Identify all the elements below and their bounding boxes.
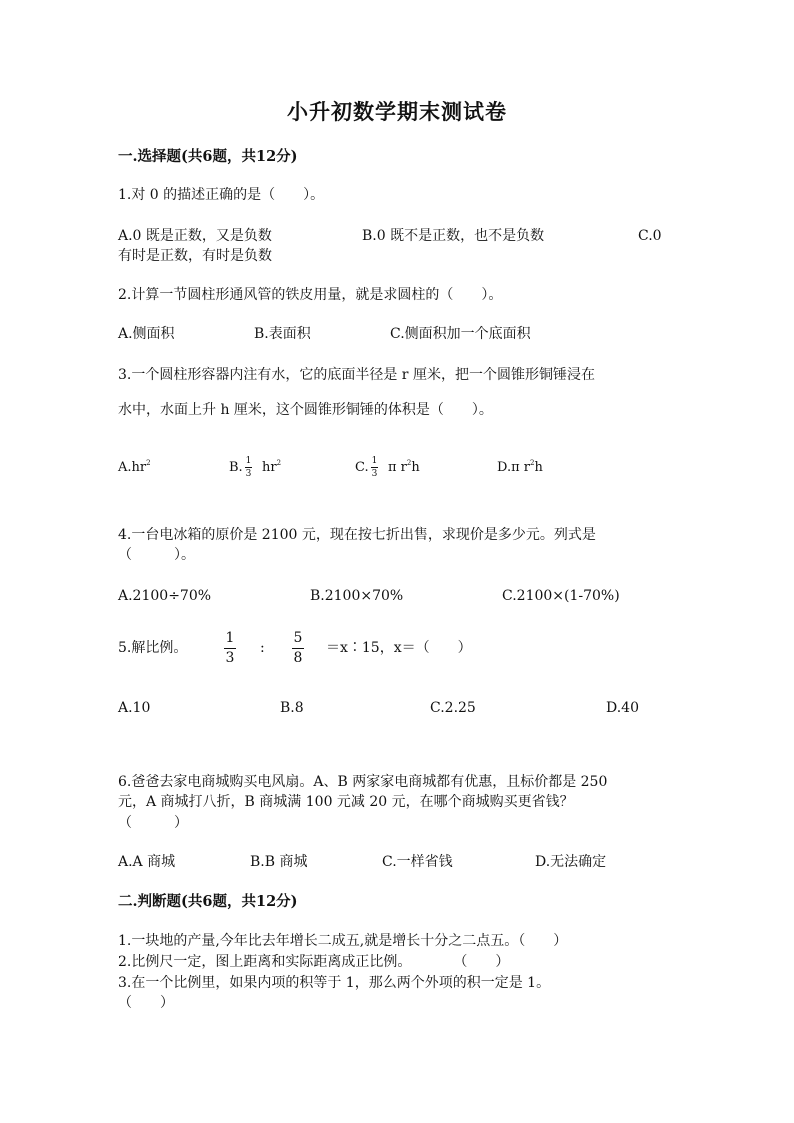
- fraction-one-third: [245, 456, 252, 479]
- fraction-bar: [224, 648, 236, 649]
- question-6-option-d: D.无法确定: [535, 854, 607, 870]
- question-4-option-a: A.2100÷70%: [118, 588, 212, 604]
- superscript: 2: [276, 459, 282, 467]
- fraction-bar: [245, 467, 252, 468]
- question-5-stem-prefix: 5.解比例。: [118, 640, 188, 656]
- question-1-option-b: B.0 既不是正数，也不是负数: [362, 228, 545, 244]
- judgement-2: 2.比例尺一定，图上距离和实际距离成正比例。 （ ）: [118, 954, 510, 970]
- judgement-3-line1: 3.在一个比例里，如果内项的积等于 1，那么两个外项的积一定是 1。: [118, 975, 551, 991]
- fraction-one-third-large: [224, 630, 236, 667]
- question-5-option-b: B.8: [280, 700, 304, 716]
- expr-pi-r: π r: [388, 460, 407, 475]
- question-3-option-b-expr: [262, 458, 281, 478]
- section-heading-choice: 一.选择题(共6题，共12分): [118, 148, 298, 165]
- question-2-stem: 2.计算一节圆柱形通风管的铁皮用量，就是求圆柱的（ ）。: [118, 287, 503, 303]
- question-6-option-c: C.一样省钱: [382, 854, 453, 870]
- question-3-option-c-label: C.: [355, 460, 369, 475]
- option-d-label: D.π r: [497, 460, 530, 475]
- question-2-option-c: C.侧面积加一个底面积: [390, 326, 531, 342]
- question-4-stem-line1: 4.一台电冰箱的原价是 2100 元，现在按七折出售，求现价是多少元。列式是: [118, 527, 596, 543]
- question-3-option-a: [118, 458, 151, 478]
- question-6-stem-line2: 元，A 商城打八折，B 商城满 100 元减 20 元，在哪个商城购买更省钱？: [118, 794, 574, 810]
- fraction-numerator: 1: [225, 630, 235, 646]
- expr-h: h: [411, 460, 420, 475]
- question-1-option-c: C.0: [638, 228, 662, 244]
- fraction-one-third: [371, 456, 378, 479]
- question-1-stem: 1.对 0 的描述正确的是（ ）。: [118, 187, 325, 203]
- fraction-bar: [292, 648, 304, 649]
- question-6-stem-line3: （ ）: [118, 815, 188, 831]
- question-3-option-d: [497, 458, 543, 478]
- question-3-option-c-expr: [388, 458, 420, 478]
- ratio-colon: :: [260, 640, 265, 656]
- superscript: 2: [146, 459, 151, 467]
- section-heading-judgement: 二.判断题(共6题，共12分): [118, 893, 298, 910]
- question-2-option-a: A.侧面积: [118, 326, 175, 342]
- expr-hr: hr: [262, 460, 277, 475]
- fraction-denominator: 3: [245, 469, 252, 479]
- question-6-stem-line1: 6.爸爸去家电商城购买电风扇。A、B 两家家电商城都有优惠，且标价都是 250: [118, 774, 608, 790]
- question-5-stem-suffix: ＝x∶15，x＝（ ）: [326, 640, 472, 656]
- question-1-option-c-continued: 有时是正数，有时是负数: [118, 248, 272, 264]
- question-3-stem-line2: 水中，水面上升 h 厘米，这个圆锥形铜锤的体积是（ ）。: [118, 402, 493, 418]
- question-3-option-b-label: B.: [229, 460, 243, 475]
- judgement-3-line2: （ ）: [118, 995, 174, 1011]
- judgement-1: 1.一块地的产量,今年比去年增长二成五,就是增长十分之二点五。（ ）: [118, 933, 568, 949]
- question-5-option-d: D.40: [606, 700, 639, 716]
- page-title: 小升初数学期末测试卷: [287, 99, 507, 124]
- question-2-option-b: B.表面积: [254, 326, 311, 342]
- question-5-option-a: A.10: [118, 700, 151, 716]
- question-4-option-b: B.2100×70%: [310, 588, 404, 604]
- question-4-option-c: C.2100×(1-70%): [502, 588, 620, 604]
- expr-h: h: [534, 460, 543, 475]
- fraction-numerator: 1: [371, 456, 378, 466]
- superscript: 2: [529, 459, 535, 467]
- question-3-stem-line1: 3.一个圆柱形容器内注有水，它的底面半径是 r 厘米，把一个圆锥形铜锤浸在: [118, 367, 595, 383]
- fraction-denominator: 3: [371, 469, 378, 479]
- question-5-option-c: C.2.25: [430, 700, 476, 716]
- fraction-numerator: 5: [293, 630, 303, 646]
- fraction-denominator: 8: [293, 650, 303, 666]
- fraction-numerator: 1: [245, 456, 252, 466]
- question-6-option-b: B.B 商城: [250, 854, 308, 870]
- question-4-stem-line2: （ ）。: [118, 547, 195, 563]
- superscript: 2: [406, 459, 412, 467]
- fraction-denominator: 3: [225, 650, 235, 666]
- fraction-bar: [371, 467, 378, 468]
- option-a-label: A.hr: [118, 460, 147, 475]
- question-6-option-a: A.A 商城: [118, 854, 176, 870]
- question-1-option-a: A.0 既是正数，又是负数: [118, 228, 272, 244]
- fraction-five-eighths-large: [292, 630, 304, 667]
